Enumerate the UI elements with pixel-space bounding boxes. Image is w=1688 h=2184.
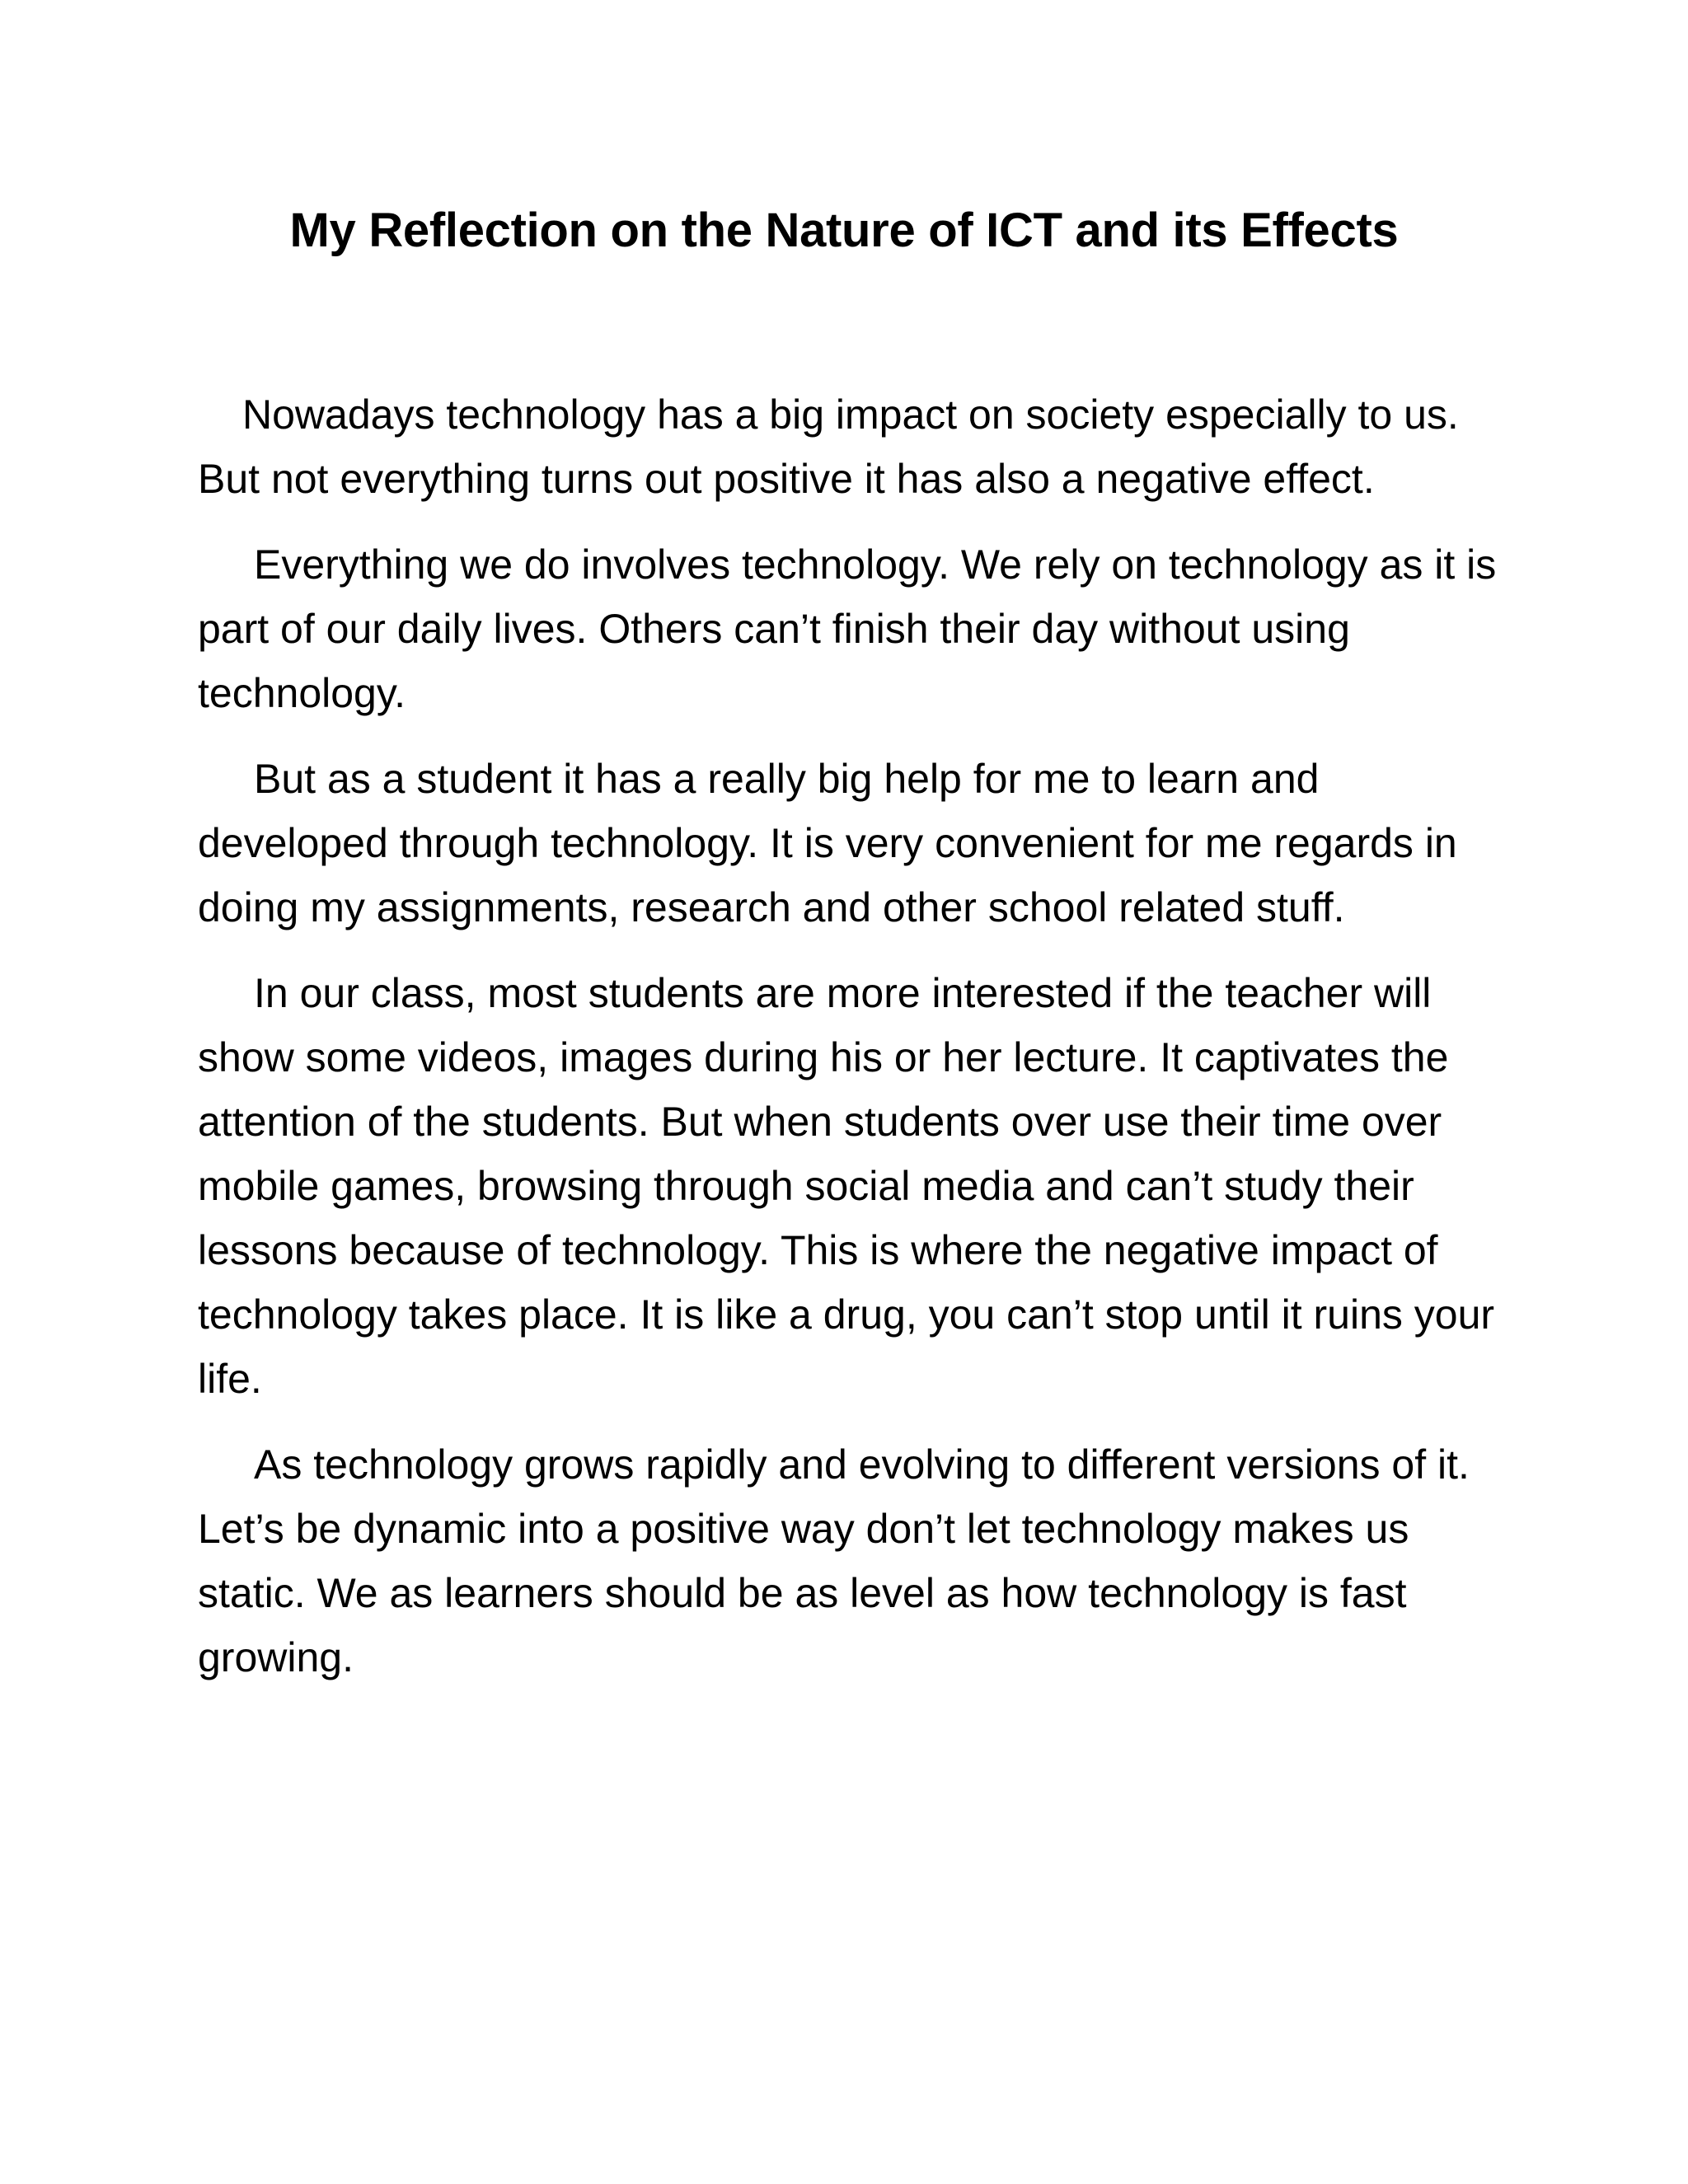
paragraph-classroom: In our class, most students are more interested if the teacher will show some videos, images during his or her lecture. It captivates the attention of the students. But when students over use their time over mobile games, browsing through social media and can’t study their lessons because of technology. This is where the negative impact of technology takes place. It is like a drug, you can’t stop until it ruins your life. bbox=[198, 970, 1495, 1402]
paragraph-conclusion: As technology grows rapidly and evolving to different versions of it. Let’s be dynamic into a positive way don’t let technology makes us static. We as learners should be as level as how technology is fast growing. bbox=[198, 1441, 1470, 1680]
paragraph-reliance: Everything we do involves technology. We rely on technology as it is part of our daily lives. Others can’t finish their day without using technology. bbox=[198, 541, 1497, 716]
document-title: My Reflection on the Nature of ICT and its Effects bbox=[289, 204, 1399, 257]
paragraph-student-help: But as a student it has a really big help for me to learn and developed through technology. It is very convenient for me regards in doing my assignments, research and other school related stuff. bbox=[198, 756, 1457, 930]
paragraph-intro: Nowadays technology has a big impact on society especially to us. But not everything turns out positive it has also a negative effect. bbox=[198, 391, 1459, 502]
document-body bbox=[198, 382, 1500, 1711]
